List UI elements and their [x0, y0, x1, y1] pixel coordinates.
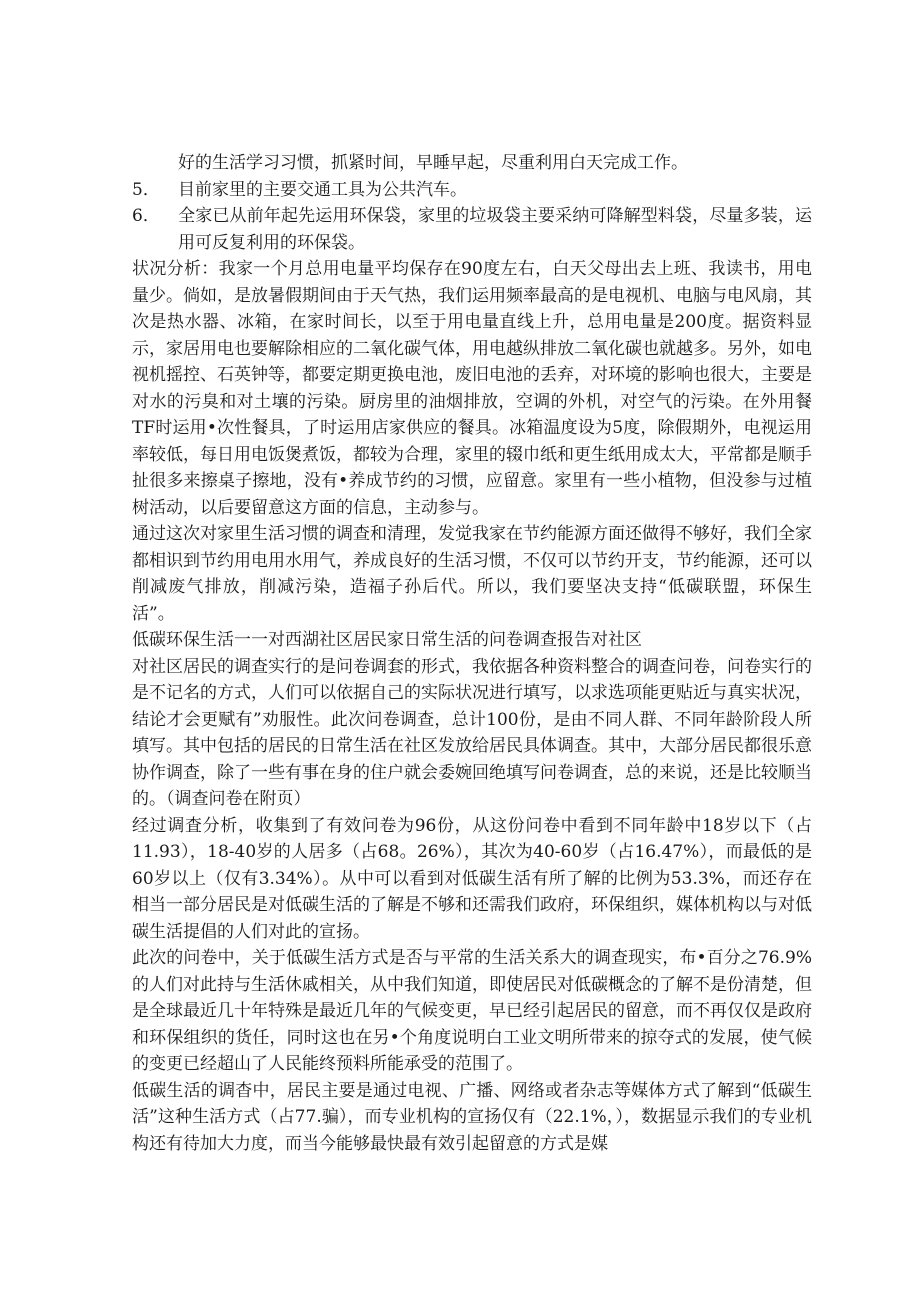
paragraph-survey-method: 对社区居民的调查实行的是问卷调套的形式，我依据各种资料整合的调查问卷，问卷实行的是不记名的方式，人们可以依据自己的实际状况进行填写，以求选项能更贴近与真实状况，结论才会更赋有”劝服性。此次问卷调查，总计100份，是由不同人群、不同年龄阶段人所填写。其中包括的居民的日常生活在社区发放给居民具体调查。其中，大部分居民都很乐意协作调查，除了一些有事在身的住户就会委婉回绝填写问卷调査，总的来说，还是比较顺当的。（调查问卷在附页） [132, 656, 812, 809]
list-item-6 [132, 203, 812, 256]
section-title: 低碳环保生活一一对西湖社区居民家日常生活的问卷调查报告对社区 [132, 630, 642, 650]
list-text-5: 目前家里的主要交通工具为公共汽车。 [178, 179, 467, 200]
paragraph-lifestyle-relation: 此次的问卷中，关于低碳生活方式是否与平常的生活关系大的调查现实，布•百分之76.9%的人们对此持与生活休戚相关，从中我们知道，即使居民对低碳概念的了解不是份清楚，但是全球最近几十年特殊是最近几年的气候变更，早已经引起居民的留意，而不再仅仅是政府和环保组织的货任，同时这也在另•个角度说明白工业文明所带来的掠夺式的发展，使气候的变更已经超山了人民能终预料所能承受的范围了。 [132, 948, 812, 1074]
list-item-5 [132, 177, 812, 204]
document-page [132, 150, 812, 1157]
paragraph-media-channels: 低碳生活的调杳中，居民主要是通过电视、广播、网络或者杂志等媒体方式了解到“低碳生活”这种生活方式（占77.骗），而专业机构的宣扬仅有（22.1%，），数据显示我们的专业机构还有待加大力度，而当今能够最快最有效引起留意的方式是媒 [132, 1080, 812, 1154]
paragraph-situation-analysis: 状况分析：我家一个月总用电量平均保存在90度左右，白天父母出去上班、我读书，用电量少。倘如，是放暑假期间由于天气热，我们运用频率最高的是电视机、电脑与电风扇，其次是热水器、冰箱，在家时间长，以至于用电量直线上升，总用电量是200度。据资料显示，家居用电也要解除相应的二氧化碳气体，用电越纵排放二氧化碳也就越多。另外，如电视机摇控、石英钟等，都要定期更换电池，废旧电池的丢弃，对环境的影响也很大，主要是对水的污臭和对土壤的污染。厨房里的油烟排放，空调的外机，对空气的污染。在外用餐TF时运用•次性餐具，了时运用店家供应的餐具。冰箱温度设为5度，除假期外，电视运用率较低，每日用电饭煲煮饭，都较为合理，家里的辍巾纸和更生纸用成太大，平常都是顺手扯很多来擦桌子擦地，没有•养成节约的习惯，应留意。家里有一些小植物，但没参与过植树活动，以后要留意这方面的信息，主动参与。 [132, 259, 812, 518]
list-number-6: 6． [132, 206, 160, 226]
paragraph-survey-statistics: 经过调査分析，收集到了有效问卷为96份，从这份问卷中看到不同年龄中18岁以下（占11.93），18-40岁的人居多（占68。26%），其次为40-60岁（占16.47%），而最低的是60岁以上（仅有3.34%）。从中可以看到对低碳生活有所了解的比例为53.3%，而还存在相当一部分居民是对低碳生活的了解是不够和还需我们政府，环保组织，媒体机构以与对低碳生活提倡的人们对此的宣扬。 [132, 815, 812, 942]
list-number-5: 5． [132, 179, 160, 200]
list-text-6: 全家已从前年起先运用环保袋，家里的垃圾袋主要采纳可降解型料袋，尽量多装，运用可反复利用的环保袋。 [178, 206, 812, 253]
paragraph-continuation: 好的生活学习习惯，抓紧时间，早睡早起，尽重利用白天完成工作。 [178, 153, 688, 173]
paragraph-summary: 通过这次对家里生活习惯的调查和清理，发觉我家在节约能源方面还做得不够好，我们全家都相识到节约用电用水用气，养成良好的生活习惯，不仅可以节约开支，节约能源，还可以削减废气排放，削减污染，造福子孙后代。所以，我们要坚决支持“低碳联盟，环保生活”。 [132, 524, 812, 624]
